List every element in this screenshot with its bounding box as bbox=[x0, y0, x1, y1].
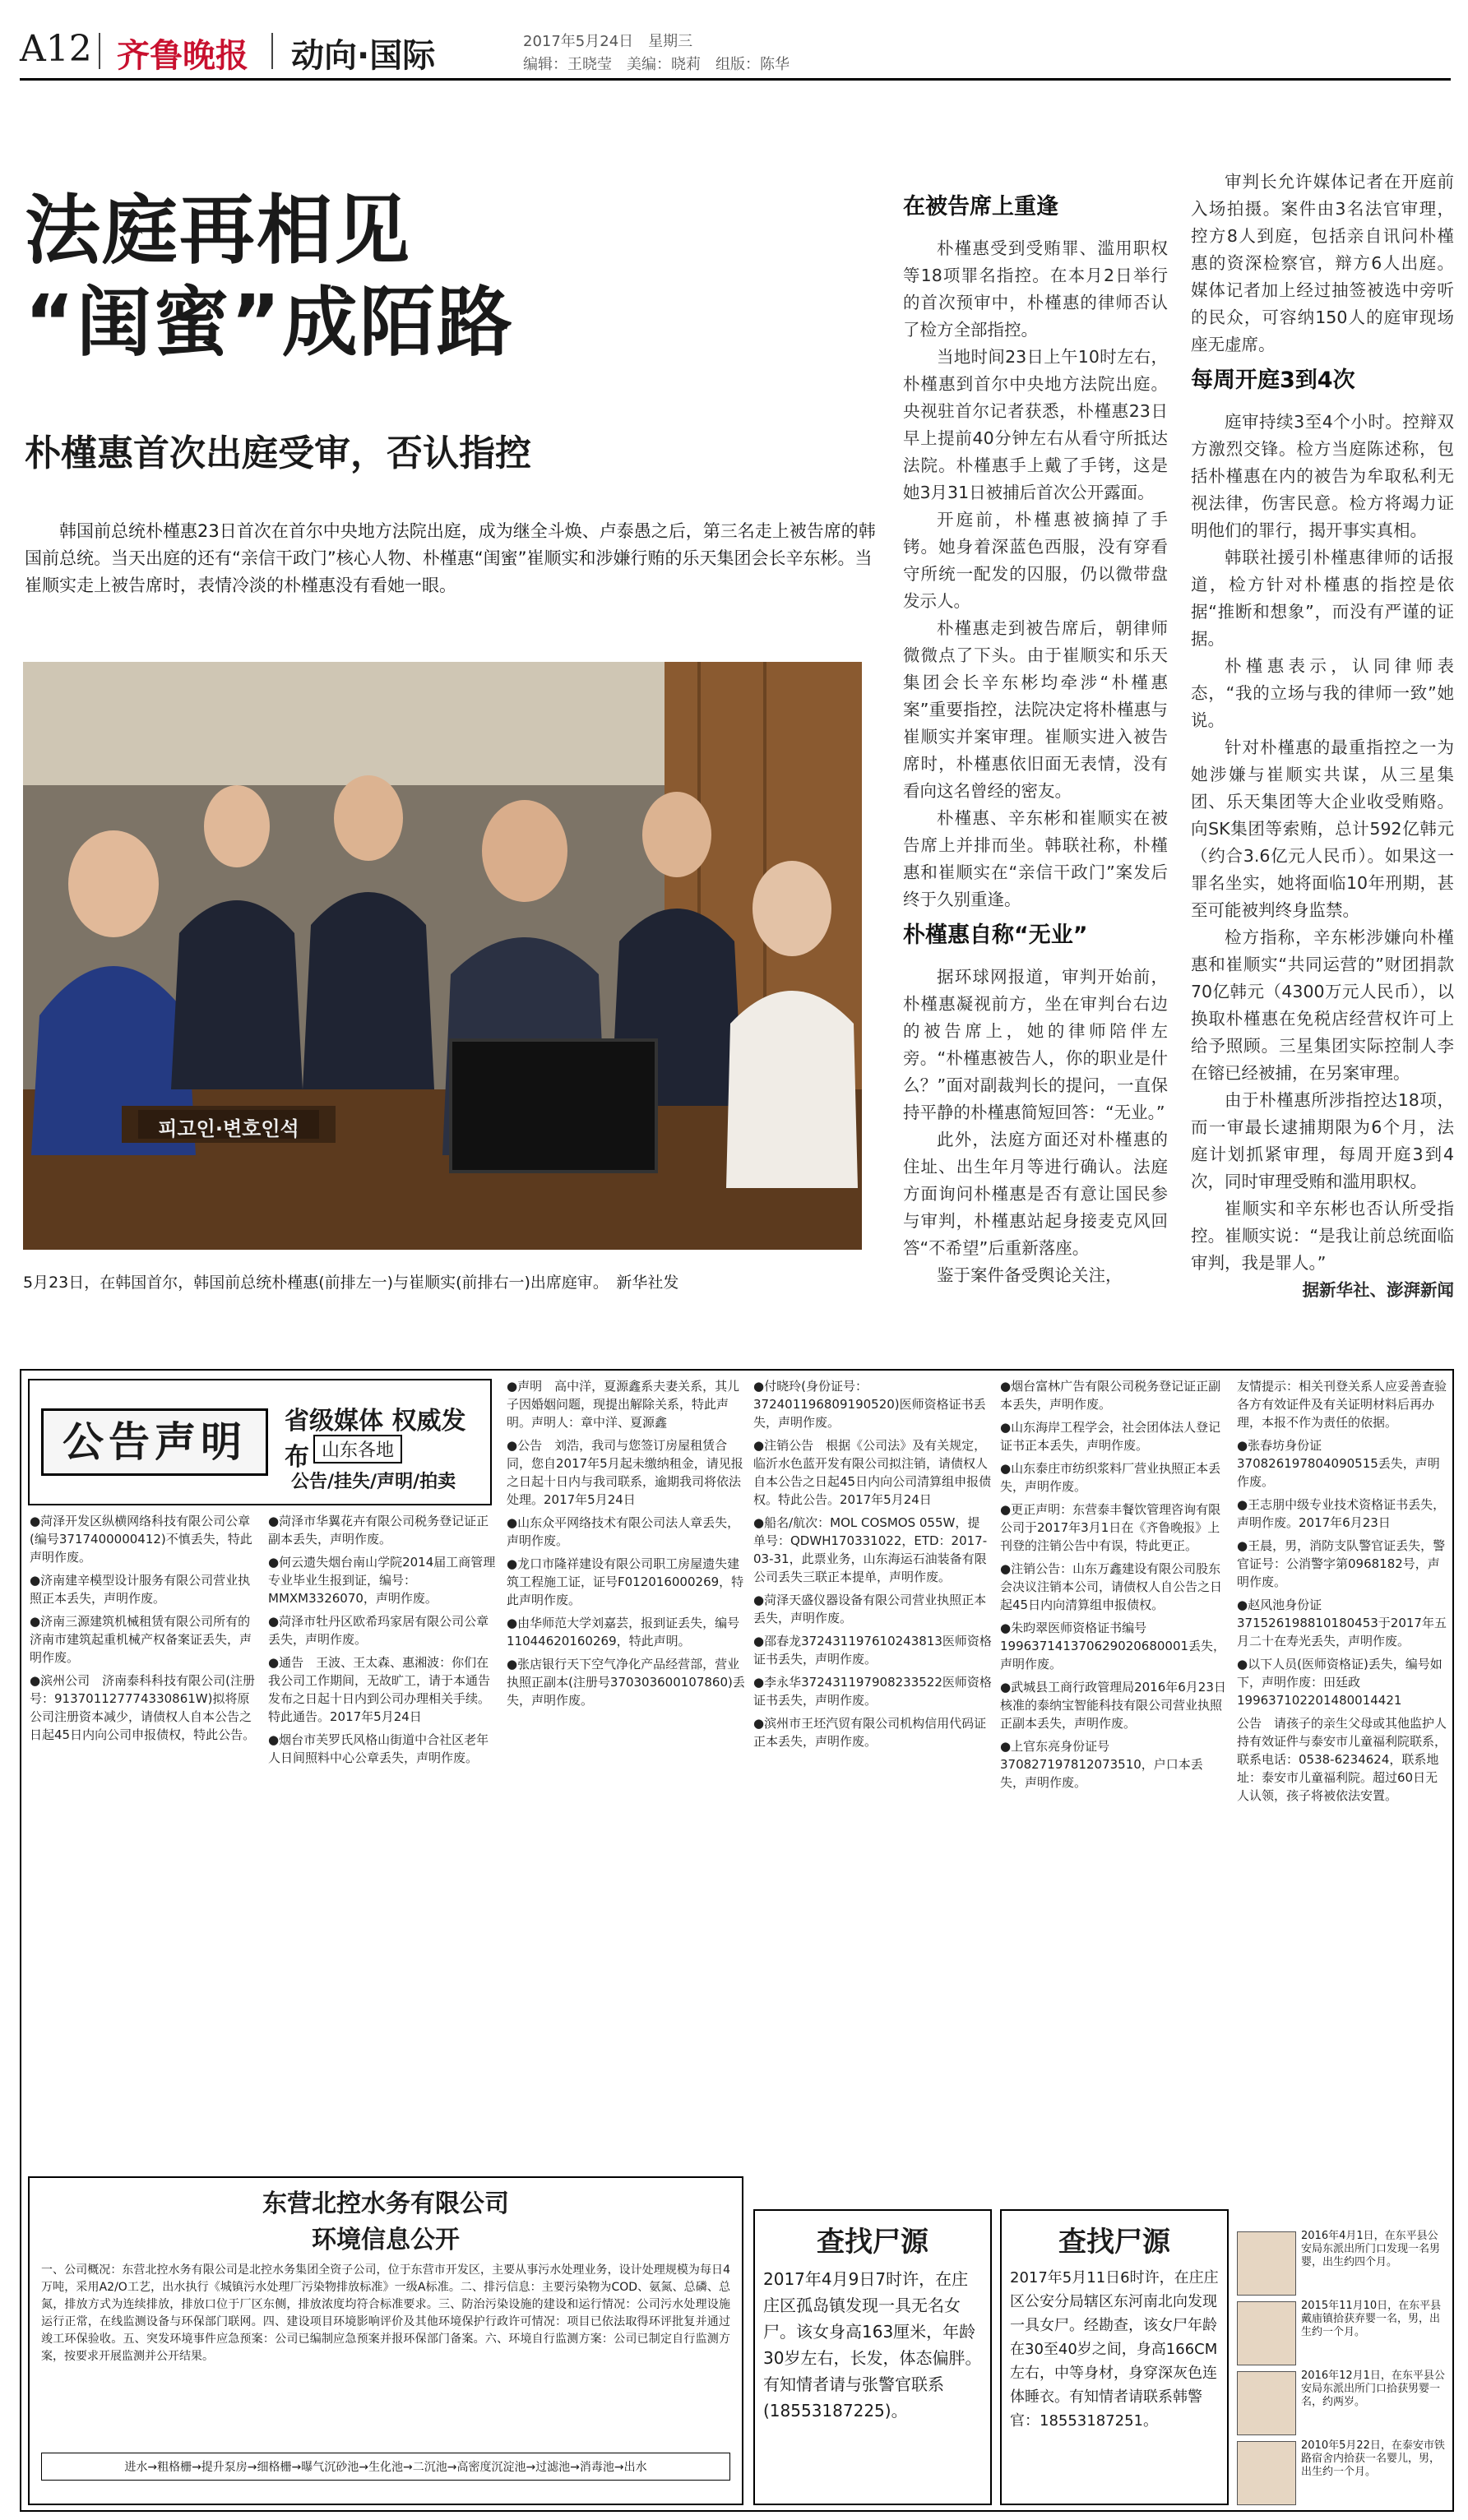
find-body-notice-2 bbox=[1000, 2209, 1229, 2505]
foundling-item bbox=[1237, 2230, 1449, 2297]
notice-subtitle: 环境信息公开 bbox=[312, 2226, 460, 2254]
notices-seal: 公告声明 bbox=[41, 1408, 268, 1476]
section-title: 动向·国际 bbox=[291, 37, 436, 75]
notice-item: ●山东众平网络技术有限公司法人章丢失，声明作废。 bbox=[507, 1515, 740, 1548]
notice-column-3 bbox=[507, 1377, 745, 2166]
notice-item: ●滨州市王坯汽贸有限公司机构信用代码证正本丢失，声明作废。 bbox=[753, 1716, 987, 1749]
paragraph: 针对朴槿惠的最重指控之一为她涉嫌与崔顺实共谋，从三星集团、乐天集团等大企业收受贿赂。向SK集团等索贿，总计592亿韩元（约合3.6亿元人民币）。如果这一罪名坐实，她将面临10年刑期，甚至可能被判终身监禁。 bbox=[1191, 738, 1454, 920]
foundling-item bbox=[1237, 2300, 1449, 2367]
notice-item: ●朱昀翠医师资格证书编号199637141370629020680001丢失，声明作废。 bbox=[1000, 1621, 1226, 1672]
lead-paragraph: 韩国前总统朴槿惠23日首次在首尔中央地方法院出庭，成为继全斗焕、卢泰愚之后，第三名走上被告席的韩国前总统。当天出庭的还有“亲信干政门”核心人物、朴槿惠“闺蜜”崔顺实和涉嫌行贿的乐天集团会长辛东彬。当崔顺实走上被告席时，表情冷淡的朴槿惠没有看她一眼。 bbox=[25, 521, 876, 595]
notice-item: ●付晓玲(身份证号：372401196809190520)医师资格证书丢失，声明作废。 bbox=[753, 1379, 986, 1430]
section-heading: 朴槿惠自称“无业” bbox=[903, 922, 1088, 948]
foundling-notices bbox=[1237, 2230, 1449, 2509]
notice-item: ●菏泽天盛仪器设备有限公司营业执照正本丢失，声明作废。 bbox=[753, 1593, 987, 1625]
notice-title: 东营北控水务有限公司 bbox=[262, 2189, 509, 2218]
notice-item: ●何云遗失烟台南山学院2014届工商管理专业毕业生报到证，编号：MMXM3326070，声明作废。 bbox=[268, 1555, 496, 1606]
process-flow: 进水→粗格栅→提升泵房→细格栅→曝气沉砂池→生化池→二沉池→高密度沉淀池→过滤池→消毒池→出水 bbox=[41, 2453, 730, 2481]
divider bbox=[271, 33, 273, 69]
foundling-text: 2015年11月10日，在东平县戴庙镇拾获弃婴一名，男，出生约一个月。 bbox=[1301, 2300, 1442, 2338]
child-photo bbox=[1237, 2301, 1296, 2365]
paragraph: 开庭前，朴槿惠被摘掉了手铐。她身着深蓝色西服，没有穿看守所统一配发的囚服，仍以微带盘发示人。 bbox=[903, 510, 1168, 611]
notice-column-6 bbox=[1237, 1377, 1449, 2216]
notice-item: ●注销公告 根据《公司法》及有关规定，临沂水色蓝开发有限公司拟注销，请债权人自本公告之日起45日内向公司清算组申报债权。特此公告。2017年5月24日 bbox=[753, 1438, 992, 1507]
notice-item: ●公告 刘浩，我司与您签订房屋租赁合同，您自2017年5月起未缴纳租金，请见报之日起十日内与我司联系，逾期我司将依法处理。2017年5月24日 bbox=[507, 1438, 743, 1507]
notice-item: ●王志朋中级专业技术资格证书丢失，声明作废。2017年6月23日 bbox=[1237, 1497, 1446, 1530]
notice-body: 一、公司概况：东营北控水务有限公司是北控水务集团全资子公司，位于东营市开发区，主要从事污水处理业务，设计处理规模为每日4万吨，采用A2/O工艺，出水执行《城镇污水处理厂污染物排放标准》一级A标准。二、排污信息：主要污染物为COD、氨氮、总磷、总氮，排放方式为连续排放，排放口位于厂区东侧，排放浓度均符合标准要求。三、防治污染设施的建设和运行情况：公司污水处理设施运行正常，在线监测设备与环保部门联网。四、建设项目环境影响评价及其他环境保护行政许可情况：项目已依法取得环评批复并通过竣工环保验收。五、突发环境事件应急预案：公司已编制应急预案并报环保部门备案。六、环境自行监测方案：公司已制定自行监测方案，按要求开展监测并公开结果。 bbox=[41, 2263, 730, 2363]
notice-item: ●菏泽开发区纵横网络科技有限公司公章(编号3717400000412)不慎丢失，特此声明作废。 bbox=[30, 1514, 252, 1565]
notice-item: ●邵春龙372431197610243813医师资格证书丢失，声明作废。 bbox=[753, 1634, 992, 1667]
foundling-item bbox=[1237, 2370, 1449, 2437]
notice-column-1 bbox=[30, 1512, 260, 2170]
notice-item: ●张春坊身份证370826197804090515丢失，声明作废。 bbox=[1237, 1438, 1440, 1489]
notice-item: ●山东海岸工程学会，社会团体法人登记证书正本丢失，声明作废。 bbox=[1000, 1420, 1221, 1453]
find-body-notice-1 bbox=[753, 2209, 992, 2505]
paragraph: 审判长允许媒体记者在开庭前入场拍摄。案件由3名法官审理，控方8人到庭，包括亲自讯问朴槿惠的资深检察官，辩方6人出庭。媒体记者加上经过抽签被选中旁听的民众，可容纳150人的庭审现场座无虚席。 bbox=[1191, 172, 1454, 354]
paragraph: 鉴于案件备受舆论关注， bbox=[937, 1265, 1123, 1285]
notices-section bbox=[20, 1369, 1454, 2512]
notice-item: ●武城县工商行政管理局2016年6月23日核准的泰纳宝智能科技有限公司营业执照正副本丢失，声明作废。 bbox=[1000, 1680, 1226, 1731]
notice-item: ●济南三源建筑机械租赁有限公司所有的济南市建筑起重机械产权备案证丢失，声明作废。 bbox=[30, 1614, 252, 1665]
find-body-title: 查找尸源 bbox=[817, 2226, 928, 2259]
paragraph: 朴槿惠表示，认同律师表态，“我的立场与我的律师一致”她说。 bbox=[1191, 656, 1454, 730]
article-column-2 bbox=[1191, 169, 1454, 1357]
notice-item: ●烟台富林广告有限公司税务登记证正副本丢失，声明作废。 bbox=[1000, 1379, 1221, 1412]
newspaper-logo: 齐鲁晚报 bbox=[117, 36, 248, 75]
child-photo bbox=[1237, 2441, 1296, 2505]
notice-item: ●注销公告：山东万鑫建设有限公司股东会决议注销本公司，请债权人自公告之日起45日内向清算组申报债权。 bbox=[1000, 1561, 1223, 1612]
paragraph: 由于朴槿惠所涉指控达18项，而一审最长逮捕期限为6个月，法庭计划抓紧审理，每周开庭3到4次，同时审理受贿和滥用职权。 bbox=[1191, 1090, 1454, 1191]
editor-credits: 编辑：王晓莹 美编：晓莉 组版：陈华 bbox=[523, 56, 790, 73]
headline bbox=[25, 185, 880, 369]
notice-item: ●王晨，男，消防支队警官证丢失，警官证号：公消警字第0968182号，声明作废。 bbox=[1237, 1538, 1446, 1589]
notice-item: ●张店银行天下空气净化产品经营部，营业执照正副本(注册号370303600107860)丢失，声明作废。 bbox=[507, 1657, 745, 1708]
banner-categories: 公告/挂失/声明/拍卖 bbox=[291, 1472, 456, 1492]
notice-item: ●李永华372431197908233522医师资格证书丢失，声明作废。 bbox=[753, 1675, 992, 1708]
find-body-text: 2017年4月9日7时许，在庄庄区孤岛镇发现一具无名女尸。该女身高163厘米，年龄30岁左右，长发，体态偏胖。有知情者请与张警官联系(18553187225)。 bbox=[763, 2269, 982, 2421]
paragraph: 崔顺实和辛东彬也否认所受指控。崔顺实说：“是我让前总统面临审判，我是罪人。” bbox=[1191, 1199, 1454, 1273]
paragraph: 朴槿惠走到被告席后，朝律师微微点了下头。由于崔顺实和乐天集团会长辛东彬均牵涉“朴槿惠案”重要指控，法院决定将朴槿惠与崔顺实并案审理。崔顺实进入被告席时，朴槿惠依旧面无表情，没有看向这名曾经的密友。 bbox=[903, 618, 1168, 801]
find-body-text: 2017年5月11日6时许，在庄庄区公安分局辖区东河南北向发现一具女尸。经勘查，该女尸年龄在30至40岁之间，身高166CM左右，中等身材，身穿深灰色连体睡衣。有知情者请联系韩警官：18553187251。 bbox=[1010, 2269, 1219, 2430]
notice-item: 友情提示：相关刊登关系人应妥善查验各方有效证件及有关证明材料后再办理，本报不作为责任的依据。 bbox=[1237, 1379, 1447, 1430]
notice-item: ●龙口市隆祥建设有限公司职工房屋遗失建筑工程施工证，证号F012016000269，特此声明作废。 bbox=[507, 1556, 744, 1607]
subheadline: 朴槿惠首次出庭受审，否认指控 bbox=[25, 432, 531, 474]
notice-item: ●滨州公司 济南泰科科技有限公司(注册号：913701127774330861W)拟将原公司注册资本减少，请债权人自本公告之日起45日内向公司申报债权，特此公告。 bbox=[30, 1673, 256, 1742]
notice-item: ●山东泰庄市纺织浆料厂营业执照正本丢失，声明作废。 bbox=[1000, 1461, 1221, 1494]
issue-date: 2017年5月24日 星期三 bbox=[523, 33, 693, 50]
section-heading: 每周开庭3到4次 bbox=[1191, 368, 1355, 393]
notice-item: ●烟台市芙罗氏风格山街道中合社区老年人日间照料中心公章丢失，声明作废。 bbox=[268, 1732, 489, 1765]
court-photo bbox=[23, 662, 862, 1250]
notice-item: ●菏泽市华翼花卉有限公司税务登记证正副本丢失，声明作废。 bbox=[268, 1514, 489, 1547]
foundling-text: 2016年4月1日，在东平县公安局东派出所门口发现一名男婴，出生约四个月。 bbox=[1301, 2230, 1441, 2268]
court-scene-illustration bbox=[23, 662, 862, 1250]
paragraph: 据环球网报道，审判开始前，朴槿惠凝视前方，坐在审判台右边的被告席上，她的律师陪伴左旁。“朴槿惠被告人，你的职业是什么？”面对副裁判长的提问，一直保持平静的朴槿惠简短回答：“无业。” bbox=[903, 967, 1168, 1122]
notice-column-2 bbox=[268, 1512, 498, 2170]
paragraph: 检方指称，辛东彬涉嫌向朴槿惠和崔顺实“共同运营的”财团捐款70亿韩元（4300万元人民币），以换取朴槿惠在免税店经营权许可上给予照顾。三星集团实际控制人李在镕已经被捕，在另案审理。 bbox=[1191, 927, 1454, 1083]
banner-slogan: 省级媒体 权威发布 bbox=[285, 1407, 466, 1472]
article-column-1 bbox=[903, 185, 1168, 1357]
notice-item: ●通告 王波、王太森、惠湘波：你们在我公司工作期间，无故旷工，请于本通告发布之日起十日内到公司办理相关手续。特此通告。2017年5月24日 bbox=[268, 1655, 491, 1724]
headline-line-2: “闺蜜”成陌路 bbox=[25, 279, 514, 367]
notice-column-5 bbox=[1000, 1377, 1226, 2199]
paragraph: 此外，法庭方面还对朴槿惠的住址、出生年月等进行确认。法庭方面询问朴槿惠是否有意让国民参与审判，朴槿惠站起身接麦克风回答“不希望”后重新落座。 bbox=[903, 1130, 1168, 1258]
notice-item: ●济南建辛模型设计服务有限公司营业执照正本丢失，声明作废。 bbox=[30, 1573, 251, 1606]
foundling-text: 2010年5月22日，在泰安市铁路宿舍内拾获一名婴儿，男，出生约一个月。 bbox=[1301, 2439, 1445, 2478]
find-body-title: 查找尸源 bbox=[1058, 2226, 1170, 2259]
notice-item: 公告 请孩子的亲生父母或其他监护人持有效证件与泰安市儿童福利院联系，联系电话：0538-6234624，联系地址：泰安市儿童福利院。超过60日无人认领，孩子将被依法安置。 bbox=[1237, 1716, 1447, 1803]
foundling-text: 2016年12月1日，在东平县公安局东派出所门口拾获男婴一名，约两岁。 bbox=[1301, 2370, 1445, 2408]
headline-line-1: 法庭再相见 bbox=[25, 187, 412, 275]
child-photo bbox=[1237, 2371, 1296, 2435]
notice-item: ●菏泽市牡丹区欧希玛家居有限公司公章丢失，声明作废。 bbox=[268, 1614, 489, 1647]
notice-item: ●更正声明：东营泰丰餐饮管理咨询有限公司于2017年3月1日在《齐鲁晚报》上刊登的注销公告中有误，特此更正。 bbox=[1000, 1502, 1221, 1553]
page-number: A12 bbox=[20, 28, 92, 70]
banner-region: 山东各地 bbox=[313, 1435, 402, 1463]
notice-item: ●由华师范大学刘嘉芸，报到证丢失，编号11044620160269，特此声明。 bbox=[507, 1616, 740, 1648]
section-heading: 在被告席上重逢 bbox=[903, 194, 1058, 220]
notice-item: ●以下人员(医师资格证)丢失，编号如下，声明作废：田廷政199637102201480014421 bbox=[1237, 1657, 1443, 1708]
source-credit: 据新华社、澎湃新闻 bbox=[1302, 1280, 1454, 1300]
divider bbox=[99, 33, 100, 69]
notice-item: ●声明 高中洋，夏源鑫系夫妻关系，其儿子因婚姻问题，现提出解除关系，特此声明。声明人：章中洋、夏源鑫 bbox=[507, 1379, 740, 1430]
paragraph: 朴槿惠、辛东彬和崔顺实在被告席上并排而坐。韩联社称，朴槿惠和崔顺实在“亲信干政门”案发后终于久别重逢。 bbox=[903, 808, 1168, 909]
paragraph: 韩联社援引朴槿惠律师的话报道，检方针对朴槿惠的指控是依据“推断和想象”，而没有严谨的证据。 bbox=[1191, 548, 1454, 649]
notice-item: ●船名/航次：MOL COSMOS 055W，提单号：QDWH170331022，ETD：2017-03-31，此票业务，山东海运石油装备有限公司丢失三联正本提单，声明作废。 bbox=[753, 1515, 988, 1584]
notice-item: ●上官东亮身份证号370827197812073510，户口本丢失，声明作废。 bbox=[1000, 1739, 1203, 1790]
defendant-seat-sign: 피고인·변호인석 bbox=[158, 1117, 299, 1140]
paragraph: 朴槿惠受到受贿罪、滥用职权等18项罪名指控。在本月2日举行的首次预审中，朴槿惠的律师否认了检方全部指控。 bbox=[903, 238, 1168, 340]
photo-caption: 5月23日，在韩国首尔，韩国前总统朴槿惠(前排左一)与崔顺实(前排右一)出席庭审。 新华社发 bbox=[23, 1274, 679, 1292]
notices-banner bbox=[28, 1379, 492, 1505]
notice-column-4 bbox=[753, 1377, 992, 2199]
notice-item: ●赵风池身份证371526198810180453于2017年五月二十在寿光丢失，声明作废。 bbox=[1237, 1598, 1447, 1648]
paragraph: 庭审持续3至4个小时。控辩双方激烈交锋。检方当庭陈述称，包括朴槿惠在内的被告为牟取私利无视法律，伤害民意。检方将竭力证明他们的罪行，揭开事实真相。 bbox=[1191, 412, 1454, 540]
environmental-notice bbox=[28, 2176, 743, 2505]
child-photo bbox=[1237, 2231, 1296, 2296]
paragraph: 当地时间23日上午10时左右，朴槿惠到首尔中央地方法院出庭。央视驻首尔记者获悉，朴槿惠23日早上提前40分钟左右从看守所抵达法院。朴槿惠手上戴了手铐，这是她3月31日被捕后首次公开露面。 bbox=[903, 347, 1168, 502]
masthead bbox=[20, 25, 1451, 81]
foundling-item bbox=[1237, 2439, 1449, 2507]
